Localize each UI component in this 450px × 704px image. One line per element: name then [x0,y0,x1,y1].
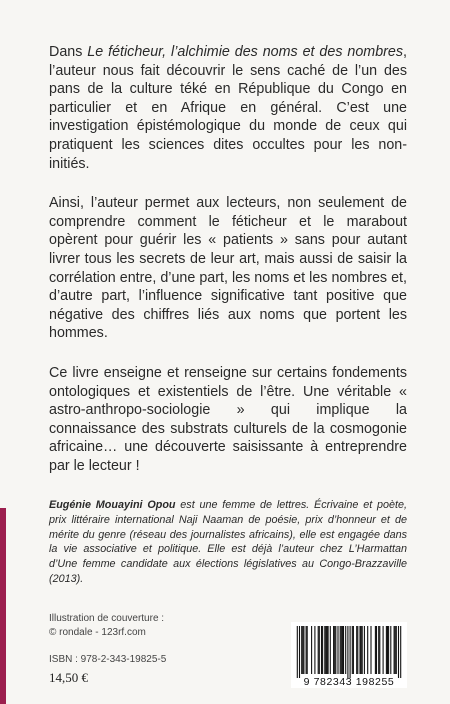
barcode-bar [330,626,331,674]
accent-bar [0,508,6,704]
barcode-bar [318,626,319,674]
barcode-bar [347,626,348,678]
barcode-bar [328,626,329,674]
author-bio-text: est une femme de lettres. Écrivaine et poète, prix littéraire international Naji Naaman de poésie, prix d’honneur et de mérite du genre (réseau des journalistes africains), elle est engagée dans la vie associative et politique. Elle est déjà l’auteur chez L’Harmattan d’Une femme candidate aux élections législatives au Congo-Brazzaville (2013). [49,499,407,585]
barcode-bar [314,626,315,674]
barcode-bar [394,626,395,674]
barcode-bar [357,626,358,674]
barcode-bar [307,626,308,674]
blurb-paragraph-2: Ainsi, l’auteur permet aux lecteurs, non seulement de comprendre comment le féticheur et le marabout opèrent pour guérir les « patients » sans pour autant livrer tous les secrets de leur art, mais aussi de saisir la corrélation entre, d’une part, les noms et les nombres et, d’autre part, l’influence significative tant positive que négative des chiffres liés aux noms que portent les hommes. [49,195,407,342]
cover-credit [49,612,269,639]
barcode-bar [367,626,368,674]
book-title: Le féticheur, l’alchimie des noms et des nombres [87,44,404,60]
barcode-bar [302,626,303,674]
blurb-paragraph-1 [49,43,407,173]
barcode-digits: 9 782343 198255 [303,676,395,688]
back-cover-blurb [49,43,407,475]
barcode-bar [334,626,335,674]
barcode-bar [387,626,388,674]
barcode-bar [379,626,380,674]
barcode-bar [395,626,396,674]
barcode-bar [353,626,354,674]
barcode-bar [335,626,336,674]
barcode-bar [342,626,343,674]
barcode-bar [322,626,323,674]
barcode-bar [324,626,325,674]
barcode-bars [291,622,407,678]
blurb-p1-intro: Dans [49,44,88,60]
barcode-bar [386,626,387,674]
barcode-bar [326,626,327,674]
barcode-bar [321,626,322,674]
barcode-bar [400,626,401,678]
author-bio [49,498,407,587]
barcode-bar [376,626,377,674]
barcode-bar [359,626,360,674]
cover-credit-line-2: © rondale - 123rf.com [49,626,146,638]
barcode-bar [378,626,379,674]
barcode-bar [311,626,312,674]
barcode-bar [370,626,371,674]
blurb-paragraph-3: Ce livre enseigne et renseigne sur certains fondements ontologiques et existentiels de l’être. Une véritable « astro-anthropo-sociologie » qui implique la connaissance des substrats culturels de la cosmogonie africaine… une découverte saisissante à entreprendre par le lecteur ! [49,364,407,474]
barcode-bar [303,626,304,674]
barcode-bar [388,626,389,674]
barcode-bar [350,626,351,678]
barcode-bar [375,626,376,674]
barcode-bar [319,626,320,674]
blurb-p1-rest: , l’auteur nous fait découvrir le sens caché de l’un des pans de la culture téké en République du Congo en particulier et en Afrique en général. C’est une investigation épistémologique du monde de ceux qui pratiquent les sciences dites occultes pour les non-initiés. [49,44,407,172]
barcode-bar [356,626,357,674]
price: 14,50 € [49,670,88,685]
barcode-bar [343,626,344,674]
barcode-bar [325,626,326,674]
barcode-bar [306,626,307,674]
isbn: ISBN : 978-2-343-19825-5 [49,654,167,665]
cover-credit-line-1: Illustration de couverture : [49,613,165,624]
barcode-bar [337,626,338,674]
barcode-bar [390,626,391,674]
barcode [291,622,407,688]
barcode-bar [362,626,363,674]
barcode-bar [299,626,300,678]
barcode-bar [352,626,353,674]
barcode-bar [341,626,342,674]
barcode-bar [340,626,341,674]
barcode-bar [333,626,334,674]
author-name: Eugénie Mouayini Opou [49,499,176,511]
barcode-bar [396,626,397,674]
barcode-bar [364,626,365,674]
barcode-bar [383,626,384,674]
barcode-bar [361,626,362,674]
barcode-bar [297,626,298,678]
barcode-bar [398,626,399,678]
barcode-bar [345,626,346,674]
barcode-bar [301,626,302,674]
